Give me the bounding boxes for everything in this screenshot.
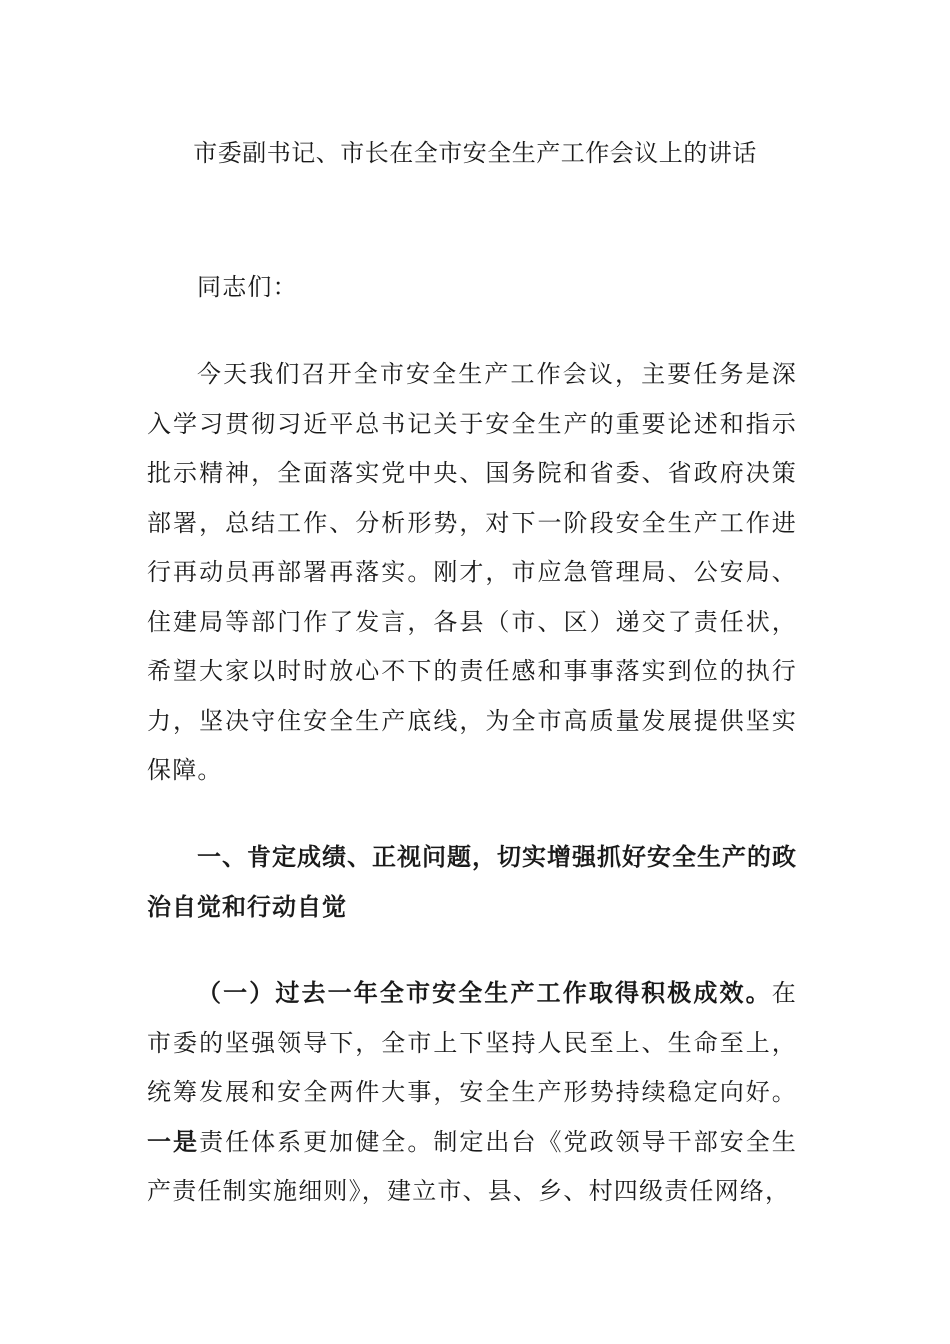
greeting: 同志们：	[197, 273, 298, 301]
subsection-text-b: 责任体系更加健全。制定出台《党政领导干部安全生产责任制实施细则》，建立市、县、乡、村四级责任网络，	[147, 1127, 797, 1205]
subsection-paragraph-1	[147, 969, 797, 1217]
subsection-text-a: 在市委的坚强领导下，全市上下坚持人民至上、生命至上，统筹发展和安全两件大事，安全生产形势持续稳定向好。	[147, 979, 797, 1106]
subsection-lead: （一）过去一年全市安全生产工作取得积极成效。	[197, 979, 772, 1007]
section-heading-1: 一、肯定成绩、正视问题，切实增强抓好安全生产的政治自觉和行动自觉	[147, 843, 797, 921]
document-title: 市委副书记、市长在全市安全生产工作会议上的讲话	[193, 139, 757, 167]
point-marker-1: 一是	[147, 1127, 200, 1156]
opening-paragraph: 今天我们召开全市安全生产工作会议，主要任务是深入学习贯彻习近平总书记关于安全生产的重要论述和指示批示精神，全面落实党中央、国务院和省委、省政府决策部署，总结工作、分析形势，对下一阶段安全生产工作进行再动员再部署再落实。刚才，市应急管理局、公安局、住建局等部门作了发言，各县（市、区）递交了责任状，希望大家以时时放心不下的责任感和事事落实到位的执行力，坚决守住安全生产底线，为全市高质量发展提供坚实保障。	[147, 360, 797, 784]
